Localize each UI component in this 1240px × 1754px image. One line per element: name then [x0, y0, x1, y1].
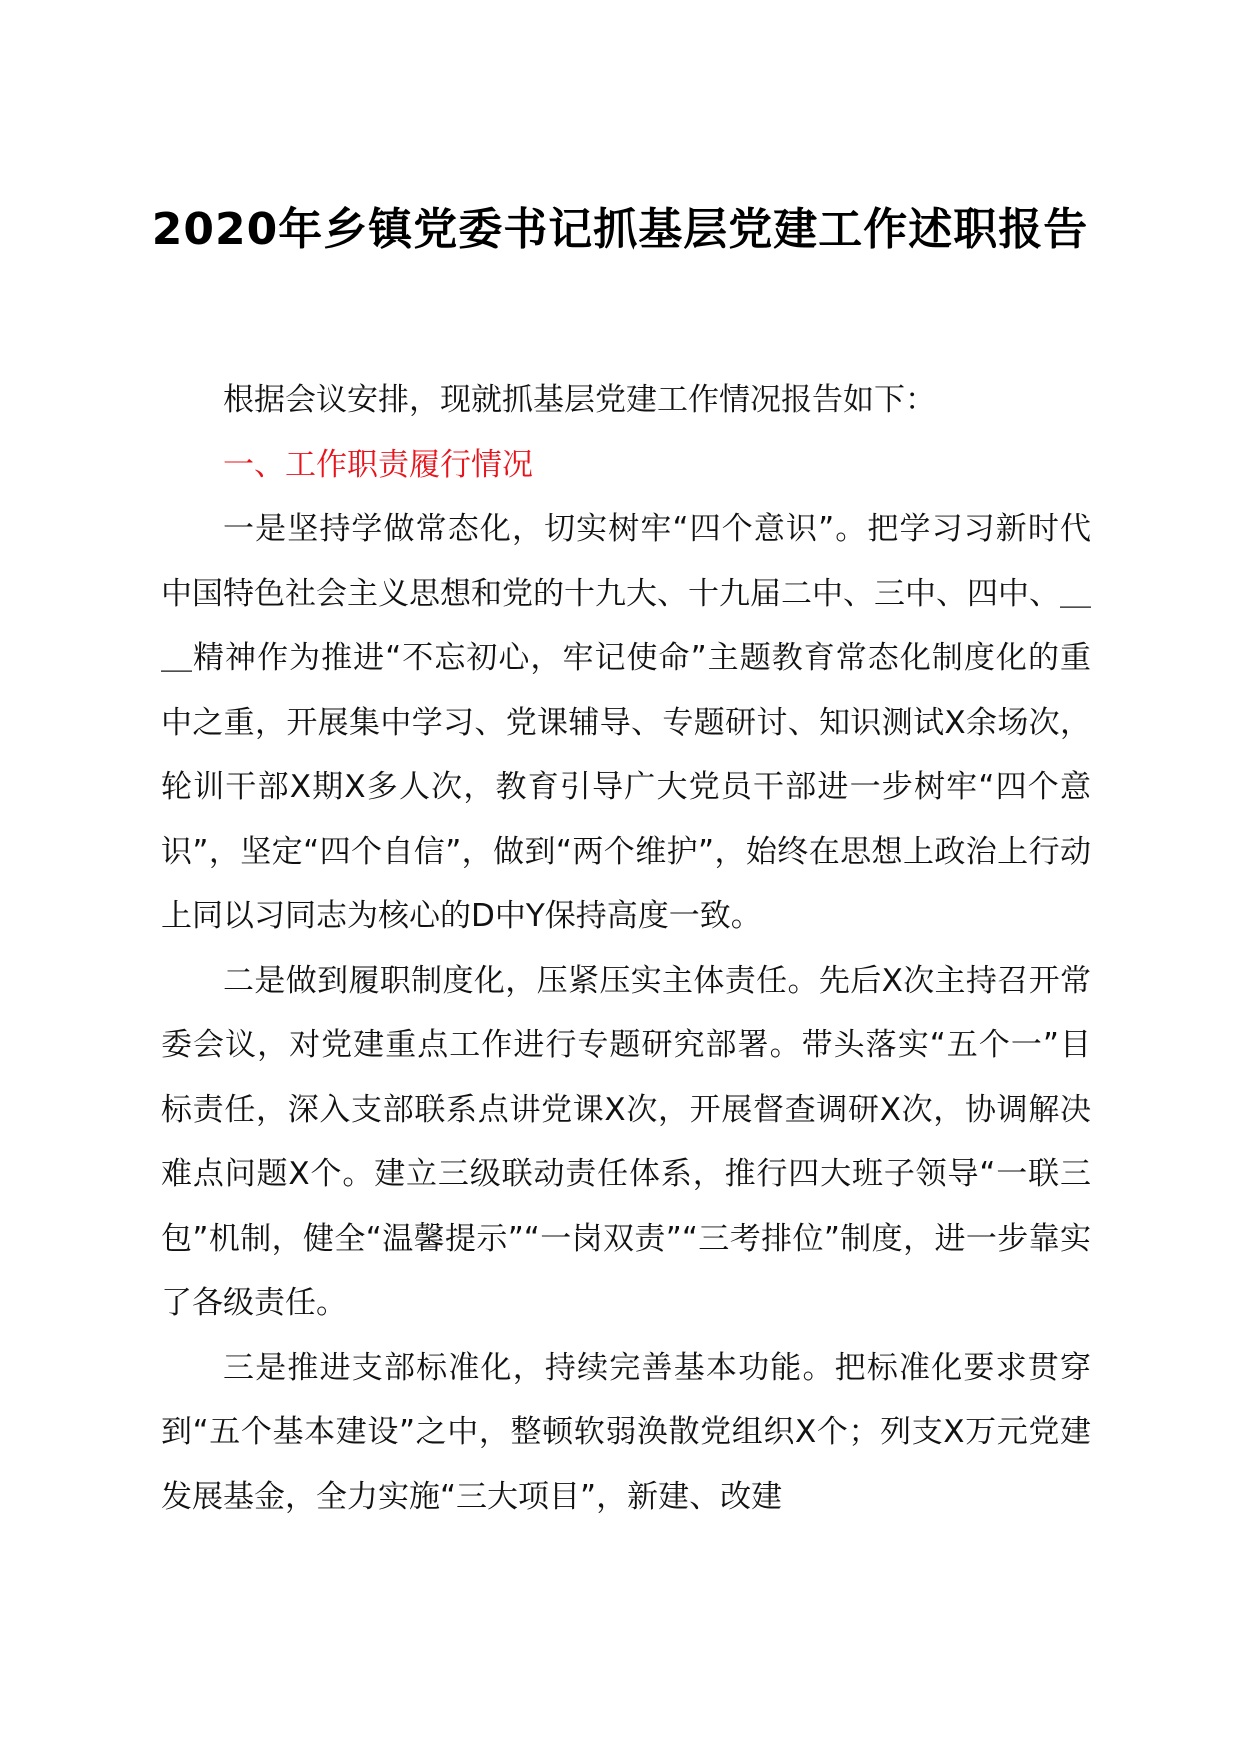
paragraph-2: 二是做到履职制度化，压紧压实主体责任。先后X次主持召开常委会议，对党建重点工作进行专题研究部署。带头落实“五个一”目标责任，深入支部联系点讲党课X次，开展督查调研X次，协调解决难点问题X个。建立三级联动责任体系，推行四大班子领导“一联三包”机制，健全“温馨提示”“一岗双责”“三考排位”制度，进一步靠实了各级责任。: [161, 962, 1091, 1321]
document-title: 2020年乡镇党委书记抓基层党建工作述职报告: [151, 204, 1089, 255]
paragraph-3: 三是推进支部标准化，持续完善基本功能。把标准化要求贯穿到“五个基本建设”之中，整顿软弱涣散党组织X个；列支X万元党建发展基金，全力实施“三大项目”，新建、改建: [161, 1349, 1091, 1515]
section-heading: 一、工作职责履行情况: [223, 446, 533, 483]
document-body: [161, 368, 1091, 1529]
intro-paragraph: 根据会议安排，现就抓基层党建工作情况报告如下：: [223, 382, 936, 418]
paragraph-1: 一是坚持学做常态化，切实树牢“四个意识”。把学习习新时代中国特色社会主义思想和党的十九大、十九届二中、三中、四中、＿＿精神作为推进“不忘初心，牢记使命”主题教育常态化制度化的重中之重，开展集中学习、党课辅导、专题研讨、知识测试X余场次，轮训干部X期X多人次，教育引导广大党员干部进一步树牢“四个意识”，坚定“四个自信”，做到“两个维护”，始终在思想上政治上行动上同以习同志为核心的D中Y保持高度一致。: [161, 511, 1091, 934]
